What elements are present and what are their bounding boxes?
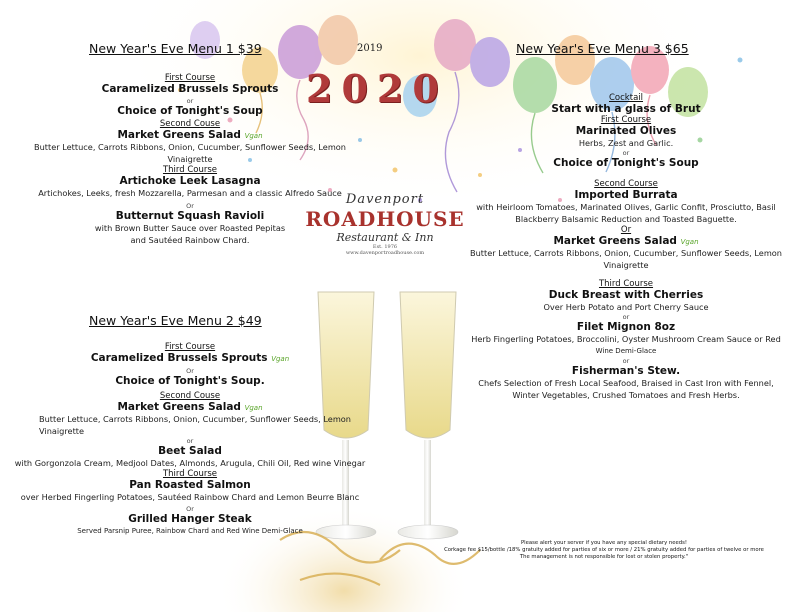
menu1-column <box>2 73 378 246</box>
footer-line3: The management is not responsible for lost or stolen property." <box>519 554 689 560</box>
menu1-course2-label: Second Couse <box>159 119 221 129</box>
vegan-badge: Vgan <box>271 355 290 363</box>
vegan-badge: Vgan <box>244 132 263 140</box>
year-2019: 2019 <box>357 43 383 54</box>
menu3-or4: or <box>622 357 630 365</box>
menu3-column <box>462 93 790 401</box>
menu3-course2-dish1: Imported Burrata <box>574 189 678 201</box>
menu2-course2-label: Second Couse <box>159 391 221 401</box>
menu1-course2-desc-line2: Vinaigrette <box>167 154 213 164</box>
menu1-title: New Year's Eve Menu 1 $39 <box>89 41 262 56</box>
menu1-course3-desc2-line1: with Brown Butter Sauce over Roasted Pepitas <box>94 223 286 233</box>
vegan-badge: Vgan <box>680 238 699 246</box>
menu2-course2-dish2: Beet Salad <box>158 445 222 457</box>
logo-main-text: ROADHOUSE <box>305 207 465 231</box>
menu1-or2: Or <box>186 202 194 210</box>
menu1-course1-dish1: Caramelized Brussels Sprouts <box>101 83 279 95</box>
menu1-course1-label: First Course <box>164 73 216 83</box>
menu2-or2: or <box>186 437 194 445</box>
menu3-or3: or <box>622 313 630 321</box>
menu3-course3-desc2-line2: Wine Demi-Glace <box>595 347 657 355</box>
menu3-or2: Or <box>620 225 632 235</box>
menu3-course2-label: Second Course <box>594 179 658 189</box>
menu3-course2-desc1-line2: Blackberry Balsamic Reduction and Toasted Baguette. <box>515 214 737 224</box>
menu3-course1-dish2: Choice of Tonight's Soup <box>553 157 699 169</box>
menu3-course1-dish1: Marinated Olives <box>575 125 677 137</box>
footer-line1: Please alert your server if you have any special dietary needs! <box>520 540 688 546</box>
logo-top-text: Davenport <box>345 192 425 207</box>
year-2020: 2020 <box>306 66 448 111</box>
menu2-course2-desc-line2: Vinaigrette <box>39 426 85 436</box>
menu3-course3-dish2: Filet Mignon 8oz <box>576 321 676 333</box>
menu2-course1-label: First Course <box>164 342 216 352</box>
menu2-course2-desc-line1: Butter Lettuce, Carrots Ribbons, Onion, Cucumber, Sunflower Seeds, Lemon <box>39 414 351 424</box>
menu2-course1-dish1: Caramelized Brussels Sprouts Vgan <box>90 352 290 364</box>
menu3-course3-dish3: Fisherman's Stew. <box>571 365 681 377</box>
menu1-course3-label: Third Course <box>162 165 218 175</box>
menu1-or1: or <box>186 97 194 105</box>
menu3-or1: or <box>622 149 630 157</box>
logo-sub-text: Restaurant & Inn <box>336 231 434 244</box>
menu2-course2-desc2: with Gorgonzola Cream, Medjool Dates, Almonds, Arugula, Chili Oil, Red wine Vinegar <box>14 458 366 468</box>
menu2-course3-dish2: Grilled Hanger Steak <box>128 513 252 525</box>
menu3-course3-label: Third Course <box>598 279 654 289</box>
logo-url: www.davenportroadhouse.com <box>345 250 425 256</box>
vegan-badge: Vgan <box>244 404 263 412</box>
menu2-course1-dish2: Choice of Tonight's Soup. <box>115 375 265 387</box>
menu3-course2-desc2-line2: Vinaigrette <box>603 260 649 270</box>
menu1-course2-desc-line1: Butter Lettuce, Carrots Ribbons, Onion, Cucumber, Sunflower Seeds, Lemon <box>34 142 346 152</box>
menu3-course3-dish1: Duck Breast with Cherries <box>548 289 704 301</box>
footer-line2: Corkage fee $15/bottle /18% gratuity added for parties of six or more / 21% gratuity added for parties of twelve or more <box>444 547 764 553</box>
menu3-course3-desc3-line1: Chefs Selection of Fresh Local Seafood, Braised in Cast Iron with Fennel, <box>478 378 774 388</box>
menu3-cocktail-label: Cocktail <box>609 93 643 103</box>
menu3-course3-desc1: Over Herb Potato and Port Cherry Sauce <box>543 302 709 312</box>
menu2-course2-dish1: Market Greens Salad Vgan <box>117 401 263 413</box>
menu3-cocktail: Start with a glass of Brut <box>551 103 701 115</box>
menu3-course2-desc1-line1: with Heirloom Tomatoes, Marinated Olives, Garlic Confit, Prosciutto, Basil <box>476 202 776 212</box>
menu2-title: New Year's Eve Menu 2 $49 <box>89 313 262 328</box>
menu1-course1-dish2: Choice of Tonight's Soup <box>117 105 263 117</box>
menu1-course3-desc2-line2: and Sautéed Rainbow Chard. <box>130 235 250 245</box>
menu2-course3-desc2: Served Parsnip Puree, Rainbow Chard and Red Wine Demi-Glace <box>77 527 303 535</box>
menu1-course3-desc1: Artichokes, Leeks, fresh Mozzarella, Parmesan and a classic Alfredo Sauce <box>38 188 342 198</box>
menu3-course2-desc2-line1: Butter Lettuce, Carrots Ribbons, Onion, Cucumber, Sunflower Seeds, Lemon <box>470 248 782 258</box>
menu3-course1-desc1: Herbs, Zest and Garlic. <box>578 138 674 148</box>
menu1-course2-dish: Market Greens Salad Vgan <box>117 129 263 141</box>
menu2-or1: Or <box>186 367 194 375</box>
logo-established: Est. 1976 <box>372 244 398 250</box>
menu2-or3: Or <box>186 505 194 513</box>
menu3-course1-label: First Course <box>600 115 652 125</box>
menu1-course3-dish1: Artichoke Leek Lasagna <box>119 175 261 187</box>
menu1-course3-dish2: Butternut Squash Ravioli <box>115 210 265 222</box>
menu2-course3-dish1: Pan Roasted Salmon <box>129 479 251 491</box>
menu2-course3-desc1: over Herbed Fingerling Potatoes, Sautéed Rainbow Chard and Lemon Beurre Blanc <box>20 492 360 502</box>
menu2-column <box>2 342 378 537</box>
footer-notes <box>418 540 790 561</box>
menu3-title: New Year's Eve Menu 3 $65 <box>516 41 689 56</box>
menu3-course3-desc3-line2: Winter Vegetables, Crushed Tomatoes and Fresh Herbs. <box>512 390 740 400</box>
menu3-course3-desc2-line1: Herb Fingerling Potatoes, Broccolini, Oyster Mushroom Cream Sauce or Red <box>471 334 781 344</box>
menu3-course2-dish2: Market Greens Salad Vgan <box>553 235 699 247</box>
menu2-course3-label: Third Course <box>162 469 218 479</box>
